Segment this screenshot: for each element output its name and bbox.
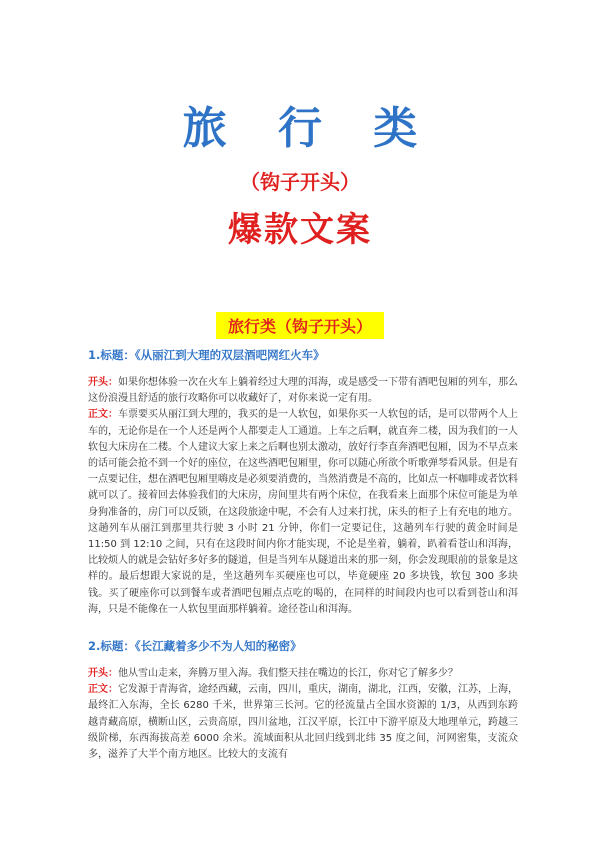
body-paragraph	[88, 682, 518, 763]
article-title: 1.标题：《从丽江到大理的双层酒吧网红火车》	[88, 348, 325, 362]
hook-text: 如果你想体验一次在火车上躺着经过大理的洱海，或是感受一下带有酒吧包厢的列车，那么这份浪漫且舒适的旅行攻略你可以收藏好了，对你来说一定有用。	[88, 377, 518, 405]
hook-text: 他从雪山走来，奔腾万里入海。我们整天挂在嘴边的长江，你对它了解多少？	[118, 668, 458, 679]
article-item	[88, 638, 518, 763]
body-text: 车票要买从丽江到大理的，我买的是一人软包，如果你买一人软包的话，是可以带两个人上车的，无论你是在一个人还是两个人都要走人工通道。上车之后啊，就直奔二楼，因为我们的一人软包大床房在二楼。个人建议大家上来之后啊也别太激动，放好行李直奔酒吧包厢，因为不早点来的话可能会抢不到一个好的座位，在这些酒吧包厢里，你可以随心所欲个听歌弹琴看风景。但是有一点要记住，想在酒吧包厢里嗨皮是必须要消费的，当然消费是不高的，比如点一杯咖啡或者饮料就可以了。接着回去体验我们的大床房，房间里共有两个床位，在我看来上面那个床位可能是为单身狗准备的，房门可以反锁，在这段旅途中呢，不会有人过来打扰，床头的柜子上有充电的地方。这趟列车从丽江到那里共行驶 3 小时 21 分钟，你们一定要记住，这趟列车行驶的黄金时间是 11:50 到 12:10 之间，只有在这段时间内你才能实现，不论是坐着，躺着，趴着看苍山和洱海，比较烦人的就是会钻好多好多的隧道，但是当列车从隧道出来的那一刻，你会发现眼前的景象是这样的。最后想跟大家说的是，坐这趟列车买硬座也可以，毕竟硬座 20 多块钱，软包 300 多块钱。买了硬座你可以到餐车或者酒吧包厢点点吃的喝的，在同样的时间段内也可以看到苍山和洱海，只是不能像在一人软包里面那样躺着。途径苍山和洱海。	[88, 409, 518, 615]
body-label: 正文：	[88, 684, 118, 696]
section-header-wrap	[0, 312, 600, 339]
hook-paragraph	[88, 375, 518, 407]
body-label: 正文：	[88, 409, 118, 421]
cover-main-title: 爆款文案	[228, 210, 372, 250]
hook-paragraph	[88, 666, 518, 682]
hook-label: 开头：	[88, 668, 118, 679]
hook-label: 开头：	[88, 377, 118, 388]
article-title: 2.标题：《长江藏着多少不为人知的秘密》	[88, 639, 302, 653]
cover-title: 旅 行 类	[182, 103, 436, 154]
body-text: 它发源于青海省，途经西藏，云南，四川，重庆，湖南，湖北，江西，安徽，江苏，上海，最终汇入东海，全长 6280 千米，世界第三长河。它的径流量占全国水资源的 1/3，从西到东跨越青藏高原，横断山区，云贵高原，四川盆地，江汉平原，长江中下游平原及大地理单元，跨越三级阶梯，东西海拔高差 6000 余米。流域面积从北回归线到北纬 35 度之间，河网密集，支流众多，滋养了大半个南方地区。比较大的支流有	[88, 684, 518, 761]
body-paragraph	[88, 407, 518, 618]
section-header: 旅行类（钩子开头）	[216, 312, 384, 339]
article-item	[88, 347, 518, 618]
cover-subtitle: （钩子开头）	[240, 170, 360, 194]
